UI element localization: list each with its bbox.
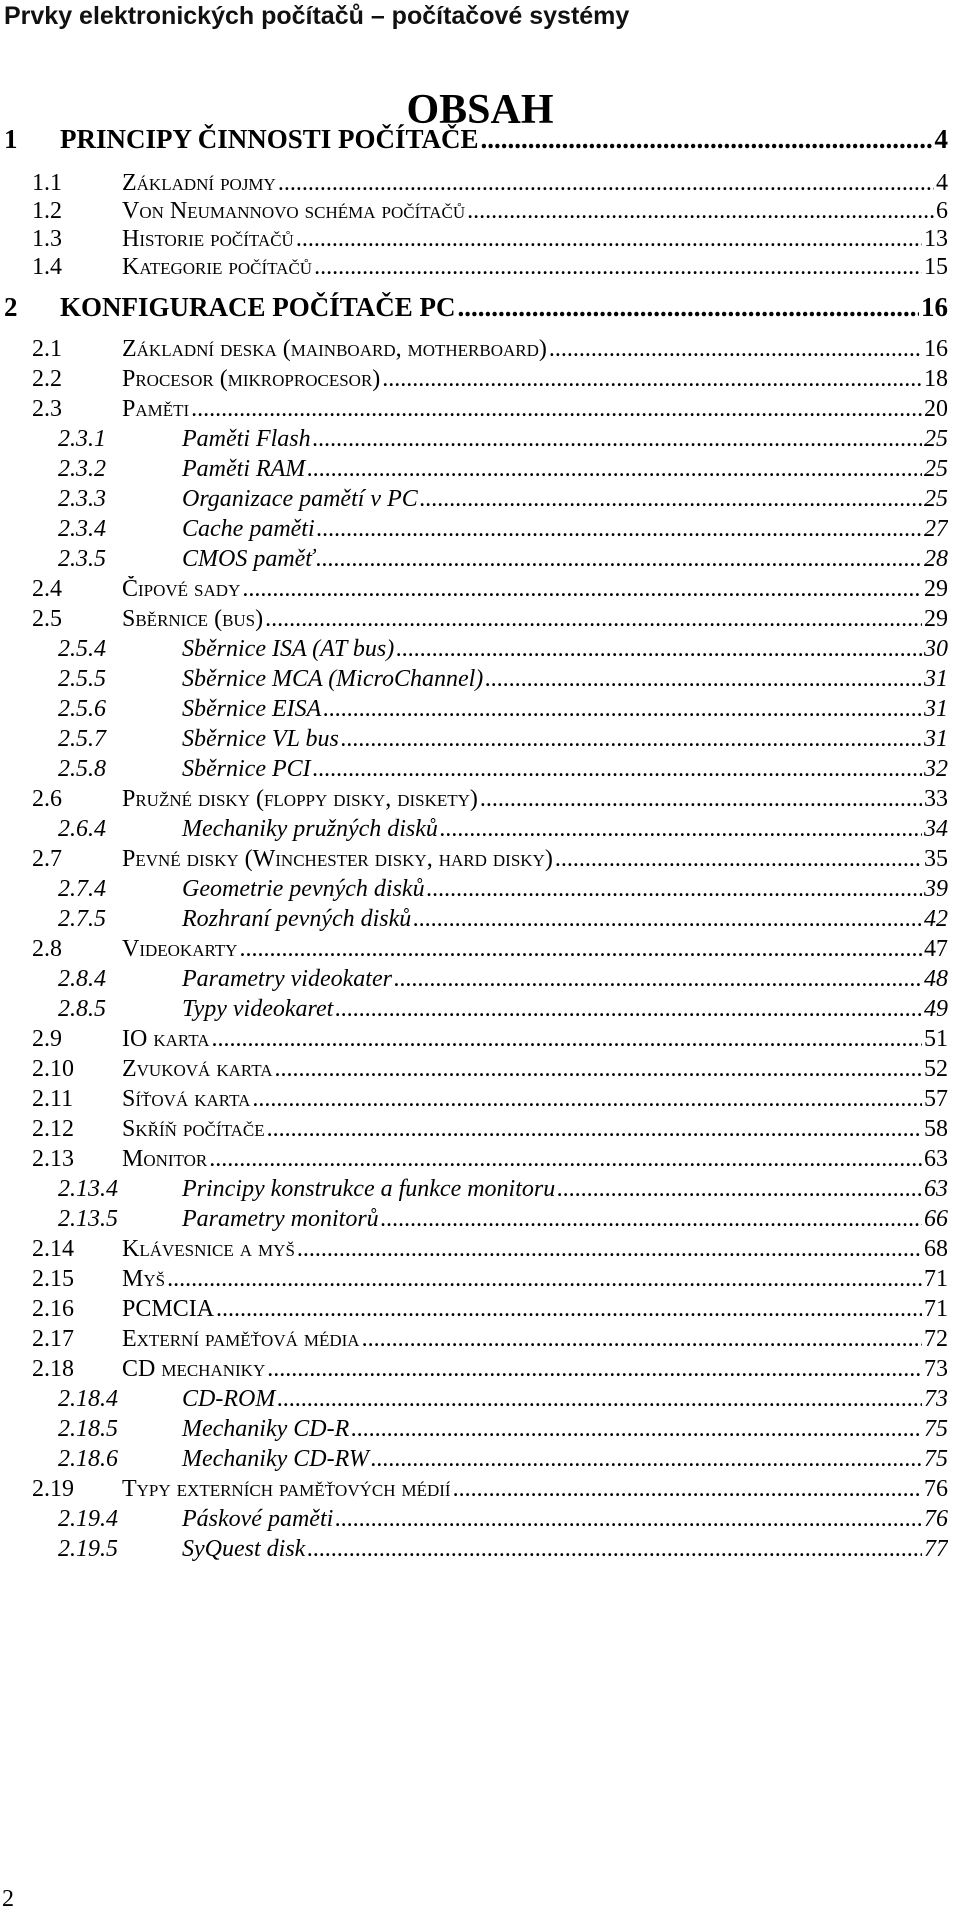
toc-entry-title: Externí paměťová média [122,1326,360,1352]
toc-entry-title: CD-ROM [182,1386,276,1412]
toc-entry-page: 58 [924,1116,948,1142]
toc-entry-number: 2.19 [32,1476,74,1502]
toc-entry-title: Kategorie počítačů [122,254,313,280]
toc-entry-number: 2.13 [32,1146,74,1172]
toc-entry-title: Klávesnice a myš [122,1236,295,1262]
toc-entry-page: 4 [934,124,948,154]
toc-dot-leader [335,996,922,1023]
toc-entry[interactable] [32,226,948,256]
toc-entry-page: 31 [924,696,948,722]
toc-entry-number: 2.5.8 [58,756,106,782]
toc-entry-number: 2.9 [32,1026,62,1052]
toc-entry[interactable] [32,1236,948,1266]
toc-dot-leader [323,696,922,723]
toc-dot-leader [427,876,922,903]
toc-entry-page: 42 [924,906,948,932]
toc-entry[interactable] [58,1506,948,1536]
toc-entry-title: Videokarty [122,936,238,962]
toc-entry[interactable] [58,1536,948,1566]
toc-entry-number: 2.19.4 [58,1506,118,1532]
toc-entry[interactable] [58,876,948,906]
toc-entry-number: 2.10 [32,1056,74,1082]
toc-dot-leader [275,1056,923,1083]
toc-entry-number: 2.18 [32,1356,74,1382]
toc-dot-leader [458,292,919,323]
toc-entry-title: Pružné disky (floppy disky, diskety) [122,786,478,812]
toc-entry-page: 75 [924,1416,948,1442]
toc-entry-page: 27 [924,516,948,542]
toc-entry-title: Sběrnice VL bus [182,726,339,752]
toc-entry[interactable] [32,606,948,636]
toc-entry-number: 1 [4,124,18,154]
toc-entry-page: 71 [924,1266,948,1292]
toc-entry-page: 34 [924,816,948,842]
toc-entry[interactable] [58,816,948,846]
toc-dot-leader [351,1416,922,1443]
toc-entry-number: 2.8.4 [58,966,106,992]
toc-dot-leader [307,1536,922,1563]
toc-entry-number: 2.19.5 [58,1536,118,1562]
toc-entry-title: CD mechaniky [122,1356,266,1382]
toc-entry-title: Základní pojmy [122,170,276,196]
toc-entry-number: 2.5.6 [58,696,106,722]
toc-entry-number: 2.13.5 [58,1206,118,1232]
toc-entry[interactable] [58,486,948,516]
toc-dot-leader [252,1086,922,1113]
toc-entry[interactable] [58,1176,948,1206]
toc-entry-title: Skříň počítače [122,1116,265,1142]
toc-entry-page: 16 [924,336,948,362]
toc-dot-leader [278,170,934,197]
toc-entry[interactable] [4,292,948,326]
toc-entry[interactable] [32,1326,948,1356]
toc-entry-page: 76 [924,1476,948,1502]
page-title: OBSAH [406,87,554,133]
toc-entry-page: 4 [936,170,948,196]
toc-entry-title: Základní deska (mainboard, motherboard) [122,336,547,362]
toc-entry-number: 1.3 [32,226,62,252]
toc-entry-title: Mechaniky pružných disků [182,816,438,842]
toc-dot-leader [297,1236,922,1263]
toc-dot-leader [267,1116,922,1143]
toc-entry-number: 2.14 [32,1236,74,1262]
toc-entry-title: Sběrnice EISA [182,696,322,722]
toc-entry[interactable] [4,124,948,158]
toc-entry-number: 2.8.5 [58,996,106,1022]
toc-entry-page: 25 [924,486,948,512]
toc-entry-title: Procesor (mikroprocesor) [122,366,381,392]
toc-entry[interactable] [32,198,948,228]
toc-entry[interactable] [32,366,948,396]
toc-entry-number: 1.2 [32,198,62,224]
toc-dot-leader [307,456,922,483]
toc-entry[interactable] [32,1086,948,1116]
toc-entry[interactable] [32,936,948,966]
toc-dot-leader [485,666,922,693]
toc-entry-page: 73 [924,1386,948,1412]
toc-entry[interactable] [58,756,948,786]
toc-entry-title: Principy konstrukce a funkce monitoru [182,1176,556,1202]
toc-entry-title: Sběrnice PCI [182,756,311,782]
toc-entry-page: 57 [924,1086,948,1112]
toc-dot-leader [317,516,922,543]
toc-entry-number: 2.18.6 [58,1446,118,1472]
toc-entry-page: 25 [924,426,948,452]
toc-dot-leader [167,1266,922,1293]
toc-entry-title: Typy externích paměťových médií [122,1476,451,1502]
toc-entry-number: 2.5.5 [58,666,106,692]
toc-entry-page: 29 [924,576,948,602]
toc-entry-page: 32 [924,756,948,782]
toc-dot-leader [371,1446,922,1473]
toc-entry[interactable] [32,576,948,606]
toc-dot-leader [242,576,922,603]
toc-entry[interactable] [32,1026,948,1056]
toc-entry-title: Myš [122,1266,166,1292]
toc-dot-leader [396,636,922,663]
toc-entry-page: 63 [924,1146,948,1172]
toc-entry-page: 16 [921,292,948,322]
toc-entry-page: 75 [924,1446,948,1472]
toc-entry[interactable] [58,666,948,696]
toc-entry-number: 2.18.5 [58,1416,118,1442]
toc-entry-page: 48 [924,966,948,992]
toc-dot-leader [555,846,922,873]
toc-dot-leader [382,366,922,393]
toc-entry-page: 20 [924,396,948,422]
toc-entry-page: 76 [924,1506,948,1532]
toc-dot-leader [296,226,922,253]
toc-entry-number: 2.18.4 [58,1386,118,1412]
toc-dot-leader [267,1356,922,1383]
toc-entry-page: 47 [924,936,948,962]
toc-dot-leader [212,1026,923,1053]
toc-dot-leader [335,1506,922,1533]
toc-entry-page: 71 [924,1296,948,1322]
toc-entry-number: 2.3.3 [58,486,106,512]
toc-entry-page: 77 [924,1536,948,1562]
toc-dot-leader [480,786,922,813]
toc-dot-leader [557,1176,922,1203]
toc-dot-leader [239,936,922,963]
toc-dot-leader [481,124,933,155]
toc-entry-page: 6 [936,198,948,224]
toc-entry[interactable] [32,1146,948,1176]
toc-entry-page: 18 [924,366,948,392]
toc-entry-number: 2.5 [32,606,62,632]
toc-entry-title: Paměti Flash [182,426,311,452]
toc-entry-title: Zvuková karta [122,1056,273,1082]
toc-dot-leader [549,336,922,363]
toc-dot-leader [467,198,934,225]
toc-entry-number: 2.3.4 [58,516,106,542]
toc-entry-page: 30 [924,636,948,662]
toc-entry-title: Čipové sady [122,576,241,602]
toc-dot-leader [420,486,922,513]
toc-entry-title: Síťová karta [122,1086,251,1112]
toc-entry-page: 29 [924,606,948,632]
toc-entry[interactable] [58,726,948,756]
toc-entry[interactable] [32,786,948,816]
toc-dot-leader [314,254,922,281]
toc-dot-leader [313,756,922,783]
toc-entry-number: 2.12 [32,1116,74,1142]
toc-entry-title: Paměti RAM [182,456,306,482]
toc-entry-page: 39 [924,876,948,902]
toc-entry-number: 2.11 [32,1086,74,1112]
toc-dot-leader [381,1206,922,1233]
toc-entry[interactable] [58,636,948,666]
toc-entry-title: Typy videokaret [182,996,334,1022]
toc-entry[interactable] [58,516,948,546]
toc-entry-title: Mechaniky CD-R [182,1416,350,1442]
toc-entry-number: 2.17 [32,1326,74,1352]
toc-entry-title: Geometrie pevných disků [182,876,425,902]
toc-entry-number: 2.3.1 [58,426,106,452]
toc-entry[interactable] [32,1476,948,1506]
toc-entry-number: 2.1 [32,336,62,362]
toc-entry-number: 2.4 [32,576,62,602]
toc-entry-title: PRINCIPY ČINNOSTI POČÍTAČE [60,124,479,154]
toc-entry-number: 1.1 [32,170,62,196]
toc-entry[interactable] [32,396,948,426]
toc-dot-leader [440,816,922,843]
toc-entry-title: PCMCIA [122,1296,215,1322]
toc-entry-number: 2.6.4 [58,816,106,842]
toc-dot-leader [362,1326,922,1353]
toc-entry-title: Cache paměti [182,516,315,542]
toc-entry-title: Mechaniky CD-RW [182,1446,369,1472]
toc-entry[interactable] [32,1116,948,1146]
toc-entry[interactable] [58,696,948,726]
toc-entry-page: 66 [924,1206,948,1232]
running-header: Prvky elektronických počítačů – počítačové systémy [4,2,630,30]
toc-entry-page: 25 [924,456,948,482]
toc-entry-number: 2.7.4 [58,876,106,902]
toc-entry[interactable] [32,170,948,200]
toc-entry-number: 2.13.4 [58,1176,118,1202]
toc-entry[interactable] [32,336,948,366]
toc-dot-leader [265,606,922,633]
toc-entry-title: Paměti [122,396,190,422]
toc-entry-title: Monitor [122,1146,208,1172]
toc-entry-number: 2.6 [32,786,62,812]
toc-entry-page: 63 [924,1176,948,1202]
toc-dot-leader [313,426,922,453]
toc-entry-number: 1.4 [32,254,62,280]
toc-entry-number: 2.8 [32,936,62,962]
toc-entry-number: 2 [4,292,18,322]
toc-entry[interactable] [58,456,948,486]
toc-entry-page: 15 [924,254,948,280]
toc-entry-number: 2.16 [32,1296,74,1322]
toc-entry[interactable] [58,426,948,456]
toc-entry-title: Sběrnice (bus) [122,606,264,632]
toc-entry-number: 2.7.5 [58,906,106,932]
toc-entry-title: Parametry monitorů [182,1206,379,1232]
toc-entry[interactable] [32,1266,948,1296]
toc-entry-number: 2.3 [32,396,62,422]
toc-entry-page: 72 [924,1326,948,1352]
page-number: 2 [2,1886,14,1912]
toc-entry[interactable] [32,1296,948,1326]
toc-entry[interactable] [58,1446,948,1476]
toc-entry-page: 31 [924,666,948,692]
toc-entry[interactable] [32,254,948,284]
toc-entry[interactable] [58,1206,948,1236]
toc-entry-title: SyQuest disk [182,1536,306,1562]
toc-entry-page: 33 [924,786,948,812]
toc-dot-leader [209,1146,922,1173]
toc-entry-title: CMOS paměť [182,546,315,572]
toc-entry-number: 2.5.7 [58,726,106,752]
toc-entry[interactable] [58,546,948,576]
toc-entry-title: Páskové paměti [182,1506,334,1532]
toc-entry-page: 28 [924,546,948,572]
toc-entry-page: 31 [924,726,948,752]
toc-dot-leader [277,1386,922,1413]
toc-entry-page: 13 [924,226,948,252]
toc-entry-page: 52 [924,1056,948,1082]
toc-entry-page: 68 [924,1236,948,1262]
toc-entry-title: Pevné disky (Winchester disky, hard disky) [122,846,553,872]
toc-dot-leader [453,1476,922,1503]
toc-dot-leader [341,726,922,753]
toc-entry[interactable] [32,1056,948,1086]
toc-entry-number: 2.2 [32,366,62,392]
toc-entry-title: Sběrnice MCA (MicroChannel) [182,666,484,692]
toc-entry-number: 2.3.2 [58,456,106,482]
toc-entry[interactable] [32,1356,948,1386]
toc-dot-leader [316,546,922,573]
toc-entry-page: 51 [924,1026,948,1052]
toc-dot-leader [413,906,922,933]
toc-entry-page: 35 [924,846,948,872]
toc-entry-number: 2.5.4 [58,636,106,662]
toc-entry[interactable] [58,1386,948,1416]
toc-entry-title: IO karta [122,1026,210,1052]
toc-entry-page: 73 [924,1356,948,1382]
toc-entry-title: KONFIGURACE POČÍTAČE PC [60,292,456,322]
toc-entry-title: Historie počítačů [122,226,294,252]
toc-entry-title: Sběrnice ISA (AT bus) [182,636,395,662]
toc-entry-number: 2.15 [32,1266,74,1292]
toc-entry-title: Organizace pamětí v PC [182,486,418,512]
toc-entry[interactable] [32,846,948,876]
toc-entry-number: 2.7 [32,846,62,872]
toc-entry-title: Von Neumannovo schéma počítačů [122,198,466,224]
toc-entry-page: 49 [924,996,948,1022]
toc-entry-number: 2.3.5 [58,546,106,572]
toc-entry[interactable] [58,966,948,996]
toc-dot-leader [191,396,922,423]
toc-entry[interactable] [58,996,948,1026]
toc-entry[interactable] [58,1416,948,1446]
toc-dot-leader [394,966,922,993]
toc-dot-leader [216,1296,922,1323]
toc-entry[interactable] [58,906,948,936]
toc-entry-title: Rozhraní pevných disků [182,906,412,932]
toc-entry-title: Parametry videokater [182,966,392,992]
